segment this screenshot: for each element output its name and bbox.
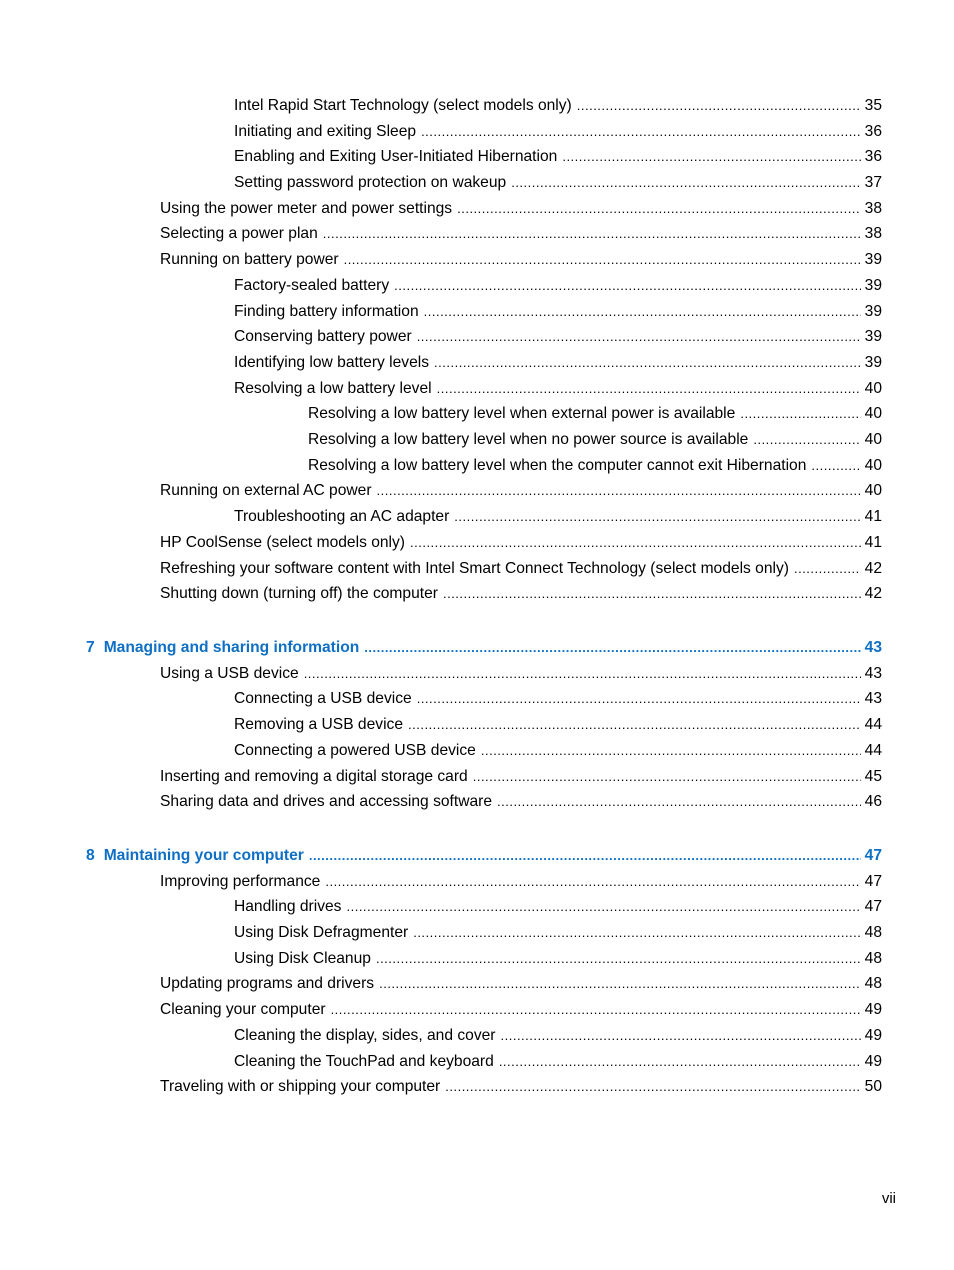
- toc-dot-leader: [740, 405, 860, 424]
- toc-dot-leader: [417, 328, 861, 347]
- toc-entry[interactable]: [234, 713, 882, 735]
- toc-dot-leader: [346, 898, 860, 917]
- toc-entry-page: 49: [864, 1053, 882, 1070]
- toc-entry-title: Improving performance: [160, 873, 321, 890]
- toc-entry-page: 44: [864, 742, 882, 759]
- toc-entry[interactable]: [234, 274, 882, 296]
- toc-entry-title: Using a USB device: [160, 665, 299, 682]
- toc-entry-title: Cleaning your computer: [160, 1001, 326, 1018]
- toc-entry-title: Traveling with or shipping your computer: [160, 1078, 441, 1095]
- toc-entry[interactable]: [234, 921, 882, 943]
- toc-entry[interactable]: [160, 248, 882, 270]
- toc-dot-leader: [377, 482, 861, 501]
- toc-entry-title: Selecting a power plan: [160, 225, 318, 242]
- toc-entry[interactable]: [234, 739, 882, 761]
- toc-chapter-number: 7: [86, 639, 95, 656]
- toc-dot-leader: [325, 873, 860, 892]
- toc-entry-title: Conserving battery power: [234, 328, 412, 345]
- toc-entry[interactable]: [160, 531, 882, 553]
- toc-entry-title: Updating programs and drivers: [160, 975, 375, 992]
- toc-entry[interactable]: [160, 582, 882, 604]
- toc-entry[interactable]: [160, 765, 882, 787]
- toc-entry-page: 39: [864, 303, 882, 320]
- toc-entry-title: Cleaning the display, sides, and cover: [234, 1027, 496, 1044]
- toc-entry-title: Handling drives: [234, 898, 342, 915]
- toc-entry[interactable]: [160, 1075, 882, 1097]
- toc-entry-page: 38: [864, 200, 882, 217]
- toc-entry[interactable]: [160, 998, 882, 1020]
- toc-entry[interactable]: [160, 479, 882, 501]
- toc-entry-title: Resolving a low battery level when the computer cannot exit Hibernation: [308, 457, 807, 474]
- toc-entry[interactable]: [234, 947, 882, 969]
- toc-dot-leader: [323, 225, 861, 244]
- toc-entry-title: Refreshing your software content with Intel Smart Connect Technology (select models only): [160, 560, 789, 577]
- toc-dot-leader: [408, 716, 861, 735]
- toc-dot-leader: [753, 431, 860, 450]
- toc-entry[interactable]: [234, 171, 882, 193]
- toc-entry[interactable]: [234, 94, 882, 116]
- toc-entry-page: 41: [864, 534, 882, 551]
- toc-entry-title: Using Disk Cleanup: [234, 950, 371, 967]
- toc-entry-page: 42: [864, 585, 882, 602]
- toc-entry[interactable]: [308, 428, 882, 450]
- toc-entry-page: 48: [864, 950, 882, 967]
- toc-entry-title: Using Disk Defragmenter: [234, 924, 409, 941]
- toc-entry-title: Maintaining your computer: [103, 847, 304, 864]
- toc-entry[interactable]: [160, 197, 882, 219]
- toc-dot-leader: [331, 1001, 861, 1020]
- toc-dot-leader: [437, 380, 861, 399]
- page-number: vii: [881, 1190, 896, 1207]
- toc-entry-title: Using the power meter and power settings: [160, 200, 453, 217]
- toc-dot-leader: [794, 560, 861, 579]
- toc-entry-page: 43: [864, 639, 882, 656]
- toc-entry-title: Running on external AC power: [160, 482, 372, 499]
- toc-dot-leader: [473, 768, 861, 787]
- toc-dot-leader: [394, 277, 861, 296]
- toc-dot-leader: [445, 1078, 860, 1097]
- toc-entry[interactable]: [308, 454, 882, 476]
- toc-entry[interactable]: [234, 1024, 882, 1046]
- toc-dot-leader: [421, 123, 861, 142]
- toc-entry-page: 40: [864, 380, 882, 397]
- toc-entry[interactable]: [234, 325, 882, 347]
- toc-entry-title: Connecting a powered USB device: [234, 742, 476, 759]
- toc-dot-leader: [364, 639, 860, 658]
- toc-entry-page: 50: [864, 1078, 882, 1095]
- toc-entry-page: 38: [864, 225, 882, 242]
- toc-entry-title: Shutting down (turning off) the computer: [160, 585, 438, 602]
- toc-entry-page: 43: [864, 665, 882, 682]
- toc-dot-leader: [577, 97, 861, 116]
- toc-entry-page: 39: [864, 251, 882, 268]
- toc-entry[interactable]: [160, 662, 882, 684]
- toc-dot-leader: [413, 924, 860, 943]
- toc-entry[interactable]: [234, 895, 882, 917]
- toc-entry[interactable]: [234, 300, 882, 322]
- toc-entry-title: Managing and sharing information: [103, 639, 360, 656]
- toc-entry-title: Inserting and removing a digital storage card: [160, 768, 468, 785]
- toc-entry-page: 40: [864, 482, 882, 499]
- toc-entry-page: 40: [864, 431, 882, 448]
- toc-entry[interactable]: [234, 377, 882, 399]
- toc-dot-leader: [417, 690, 861, 709]
- toc-dot-leader: [424, 303, 861, 322]
- toc-dot-leader: [499, 1053, 861, 1072]
- toc-entry[interactable]: [160, 972, 882, 994]
- toc-entry-title: Setting password protection on wakeup: [234, 174, 507, 191]
- toc-entry-page: 36: [864, 123, 882, 140]
- toc-entry-page: 39: [864, 277, 882, 294]
- toc-entry-title: Intel Rapid Start Technology (select models only): [234, 97, 572, 114]
- toc-entry[interactable]: [160, 557, 882, 579]
- toc-entry-page: 49: [864, 1001, 882, 1018]
- toc-entry-title: Removing a USB device: [234, 716, 404, 733]
- toc-entry-title: Resolving a low battery level when no power source is available: [308, 431, 749, 448]
- toc-entry-page: 45: [864, 768, 882, 785]
- toc-entry-title: Enabling and Exiting User-Initiated Hibernation: [234, 148, 558, 165]
- toc-dot-leader: [562, 148, 860, 167]
- toc-entry-page: 39: [864, 328, 882, 345]
- toc-entry-page: 47: [864, 873, 882, 890]
- toc-entry-page: 49: [864, 1027, 882, 1044]
- toc-entry-title: Cleaning the TouchPad and keyboard: [234, 1053, 494, 1070]
- toc-dot-leader: [379, 975, 861, 994]
- toc-dot-leader: [497, 793, 861, 812]
- toc-entry-page: 39: [864, 354, 882, 371]
- toc-entry-page: 35: [864, 97, 882, 114]
- toc-entry-page: 47: [864, 898, 882, 915]
- toc-chapter-number: 8: [86, 847, 95, 864]
- toc-entry[interactable]: [234, 351, 882, 373]
- toc-dot-leader: [443, 585, 861, 604]
- toc-entry-page: 41: [864, 508, 882, 525]
- toc-dot-leader: [376, 950, 861, 969]
- toc-entry-page: 36: [864, 148, 882, 165]
- toc-entry-title: Factory-sealed battery: [234, 277, 390, 294]
- toc-entry-title: Running on battery power: [160, 251, 339, 268]
- toc-entry-title: HP CoolSense (select models only): [160, 534, 405, 551]
- toc-chapter-entry[interactable]: [86, 636, 882, 658]
- toc-dot-leader: [434, 354, 861, 373]
- toc-dot-leader: [457, 200, 861, 219]
- toc-dot-leader: [481, 742, 861, 761]
- toc-entry-title: Initiating and exiting Sleep: [234, 123, 417, 140]
- toc-entry-page: 40: [864, 405, 882, 422]
- toc-entry[interactable]: [234, 145, 882, 167]
- toc-chapter-entry[interactable]: [86, 844, 882, 866]
- toc-entry-page: 40: [864, 457, 882, 474]
- toc-entry[interactable]: [160, 870, 882, 892]
- toc-entry[interactable]: [160, 790, 882, 812]
- toc-dot-leader: [344, 251, 861, 270]
- toc-entry-title: Connecting a USB device: [234, 690, 412, 707]
- toc-entry-title: Resolving a low battery level when external power is available: [308, 405, 736, 422]
- toc-entry-title: Troubleshooting an AC adapter: [234, 508, 450, 525]
- toc-entry-page: 43: [864, 690, 882, 707]
- toc-dot-leader: [309, 847, 861, 866]
- toc-dot-leader: [454, 508, 860, 527]
- toc-entry-title: Sharing data and drives and accessing software: [160, 793, 492, 810]
- toc-entry[interactable]: [308, 402, 882, 424]
- toc-entry-title: Resolving a low battery level: [234, 380, 432, 397]
- toc-entry-page: 44: [864, 716, 882, 733]
- toc-dot-leader: [811, 457, 860, 476]
- toc-dot-leader: [501, 1027, 861, 1046]
- toc-entry[interactable]: [234, 1050, 882, 1072]
- toc-entry-page: 37: [864, 174, 882, 191]
- toc-entry-page: 46: [864, 793, 882, 810]
- toc-entry-page: 47: [864, 847, 882, 864]
- toc-dot-leader: [410, 534, 861, 553]
- toc-entry[interactable]: [234, 505, 882, 527]
- toc-entry-title: Identifying low battery levels: [234, 354, 430, 371]
- toc-entry[interactable]: [234, 120, 882, 142]
- toc-dot-leader: [511, 174, 860, 193]
- toc-entry-title: Finding battery information: [234, 303, 419, 320]
- toc-entry[interactable]: [160, 222, 882, 244]
- toc-entry-page: 42: [864, 560, 882, 577]
- toc-entry[interactable]: [234, 687, 882, 709]
- toc-dot-leader: [304, 665, 861, 684]
- toc-entry-page: 48: [864, 975, 882, 992]
- toc-entry-page: 48: [864, 924, 882, 941]
